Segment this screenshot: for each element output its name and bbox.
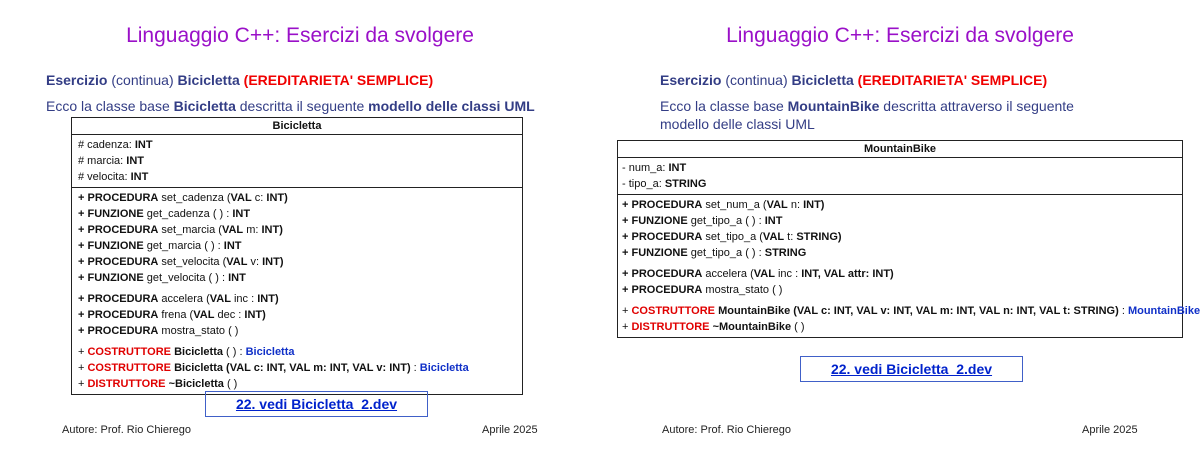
uml-methods xyxy=(618,195,1200,337)
uml-method: + PROCEDURA mostra_stato ( ) xyxy=(78,325,239,337)
uml-attribute: - tipo_a: STRING xyxy=(622,178,707,190)
uml-method: + PROCEDURA frena (VAL dec : INT) xyxy=(78,309,266,321)
footer-date: Aprile 2025 xyxy=(482,424,538,436)
uml-class-name: Bicicletta xyxy=(72,118,522,135)
footer-author: Autore: Prof. Rio Chierego xyxy=(62,424,192,436)
uml-attribute: # velocita: INT xyxy=(78,171,149,183)
exercise-heading: Esercizio (continua) Bicicletta (EREDITARIETA' SEMPLICE) xyxy=(46,72,434,88)
exercise-intro: Ecco la classe base Bicicletta descritta il seguente modello delle classi UML xyxy=(46,98,535,114)
file-link[interactable]: 22. vedi Bicicletta_2.dev xyxy=(235,396,398,412)
uml-constructor: + COSTRUTTORE Bicicletta ( ) : Bicicletta xyxy=(78,346,295,358)
uml-attributes xyxy=(72,135,522,188)
uml-destructor: + DISTRUTTORE ~MountainBike ( ) xyxy=(622,321,805,333)
uml-method: + PROCEDURA set_marcia (VAL m: INT) xyxy=(78,224,283,236)
slide-title: Linguaggio C++: Esercizi da svolgere xyxy=(126,24,474,47)
uml-method: + PROCEDURA accelera (VAL inc : INT) xyxy=(78,293,279,305)
uml-method: + PROCEDURA set_cadenza (VAL c: INT) xyxy=(78,192,288,204)
uml-method: + PROCEDURA set_num_a (VAL n: INT) xyxy=(622,199,825,211)
uml-method: + PROCEDURA accelera (VAL inc : INT, VAL attr: INT) xyxy=(622,268,894,280)
uml-attributes xyxy=(618,158,1182,195)
exercise-heading: Esercizio (continua) Bicicletta (EREDITARIETA' SEMPLICE) xyxy=(660,72,1048,88)
uml-attribute: # cadenza: INT xyxy=(78,139,153,151)
slide-right xyxy=(600,0,1200,450)
file-link-box[interactable] xyxy=(800,356,1023,382)
uml-constructor: + COSTRUTTORE Bicicletta (VAL c: INT, VAL m: INT, VAL v: INT) : Bicicletta xyxy=(78,362,469,374)
uml-attribute: - num_a: INT xyxy=(622,162,687,174)
uml-class-name: MountainBike xyxy=(618,141,1182,158)
footer-author: Autore: Prof. Rio Chierego xyxy=(662,424,792,436)
file-link[interactable]: 22. vedi Bicicletta_2.dev xyxy=(830,361,993,377)
uml-method: + FUNZIONE get_tipo_a ( ) : INT xyxy=(622,215,783,227)
uml-constructor: + COSTRUTTORE MountainBike (VAL c: INT, VAL v: INT, VAL m: INT, VAL n: INT, VAL t: STRING) : MountainBike xyxy=(622,305,1200,317)
uml-class-diagram xyxy=(617,140,1200,338)
file-link-box[interactable] xyxy=(205,391,428,417)
uml-class-diagram xyxy=(71,117,523,395)
uml-method: + PROCEDURA set_velocita (VAL v: INT) xyxy=(78,256,284,268)
slide-title: Linguaggio C++: Esercizi da svolgere xyxy=(726,24,1074,47)
uml-methods xyxy=(72,188,522,394)
uml-method: + PROCEDURA set_tipo_a (VAL t: STRING) xyxy=(622,231,842,243)
exercise-intro: Ecco la classe base MountainBike descritta attraverso il seguente modello delle classi UML xyxy=(660,98,1074,132)
uml-method: + FUNZIONE get_cadenza ( ) : INT xyxy=(78,208,251,220)
uml-destructor: + DISTRUTTORE ~Bicicletta ( ) xyxy=(78,378,238,390)
uml-method: + FUNZIONE get_velocita ( ) : INT xyxy=(78,272,246,284)
uml-attribute: # marcia: INT xyxy=(78,155,145,167)
uml-method: + PROCEDURA mostra_stato ( ) xyxy=(622,284,783,296)
uml-method: + FUNZIONE get_tipo_a ( ) : STRING xyxy=(622,247,807,259)
uml-method: + FUNZIONE get_marcia ( ) : INT xyxy=(78,240,242,252)
footer-date: Aprile 2025 xyxy=(1082,424,1138,436)
